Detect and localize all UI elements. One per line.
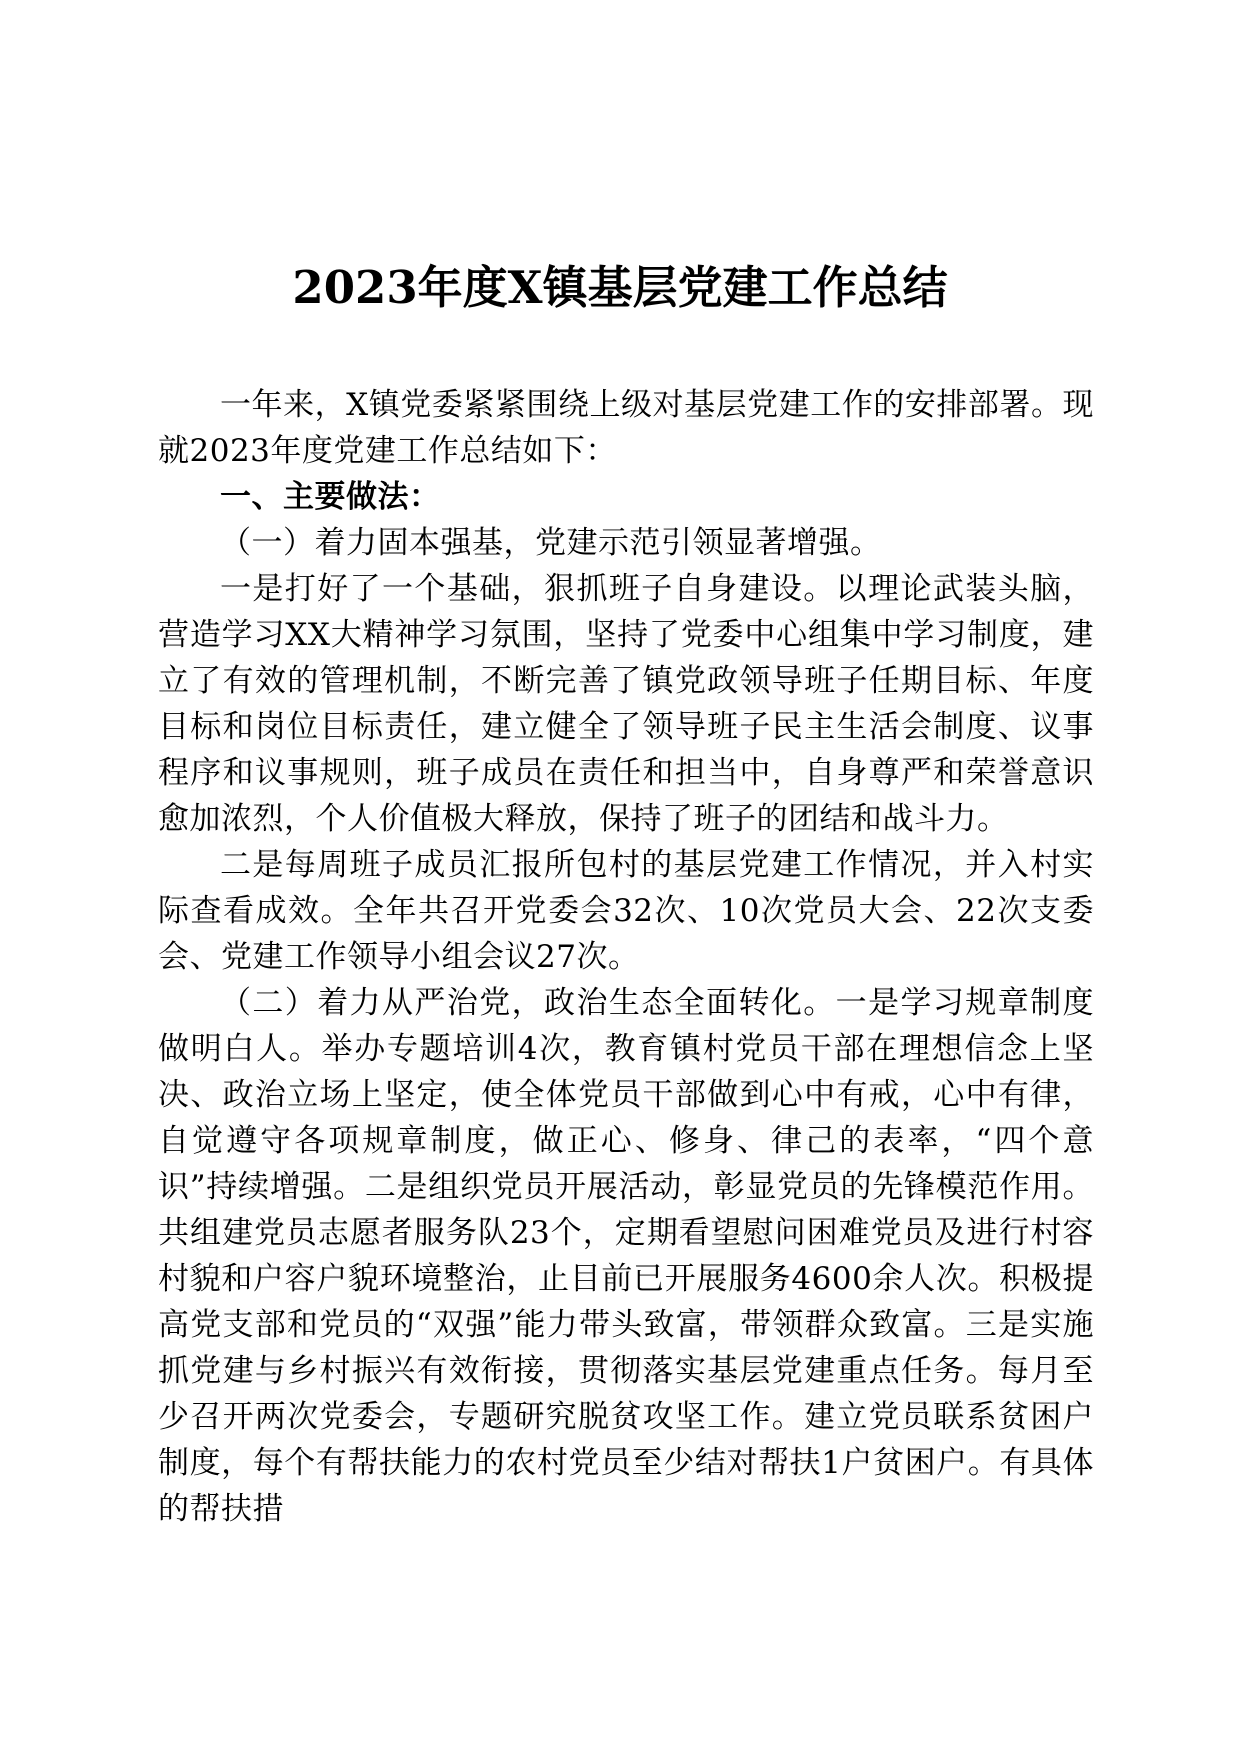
body-paragraph: 二是每周班子成员汇报所包村的基层党建工作情况，并入村实际查看成效。全年共召开党委会32次、10次党员大会、22次支委会、党建工作领导小组会议27次。 <box>158 847 1094 975</box>
subsection-heading-1: （一）着力固本强基，党建示范引领显著增强。 <box>220 525 882 561</box>
body-paragraph: 一是打好了一个基础，狠抓班子自身建设。以理论武装头脑，营造学习XX大精神学习氛围，坚持了党委中心组集中学习制度，建立了有效的管理机制，不断完善了镇党政领导班子任期目标、年度目标和岗位目标责任，建立健全了领导班子民主生活会制度、议事程序和议事规则，班子成员在责任和担当中，自身尊严和荣誉意识愈加浓烈，个人价值极大释放，保持了班子的团结和战斗力。 <box>158 571 1094 837</box>
body-paragraph: （二）着力从严治党，政治生态全面转化。一是学习规章制度做明白人。举办专题培训4次，教育镇村党员干部在理想信念上坚决、政治立场上坚定，使全体党员干部做到心中有戒，心中有律，自觉遵守各项规章制度，做正心、修身、律己的表率，“四个意识”持续增强。二是组织党员开展活动，彰显党员的先锋模范作用。共组建党员志愿者服务队23个，定期看望慰问困难党员及进行村容村貌和户容户貌环境整治，止目前已开展服务4600余人次。积极提高党支部和党员的“双强”能力带头致富，带领群众致富。三是实施抓党建与乡村振兴有效衔接，贯彻落实基层党建重点任务。每月至少召开两次党委会，专题研究脱贫攻坚工作。建立党员联系贫困户制度，每个有帮扶能力的农村党员至少结对帮扶1户贫困户。有具体的帮扶措 <box>158 985 1094 1527</box>
document-body <box>158 382 1094 1532</box>
intro-paragraph: 一年来，X镇党委紧紧围绕上级对基层党建工作的安排部署。现就2023年度党建工作总结如下： <box>158 387 1094 469</box>
document-title: 2023年度X镇基层党建工作总结 <box>292 261 948 314</box>
section-heading-main-practices: 一、主要做法： <box>220 479 441 515</box>
